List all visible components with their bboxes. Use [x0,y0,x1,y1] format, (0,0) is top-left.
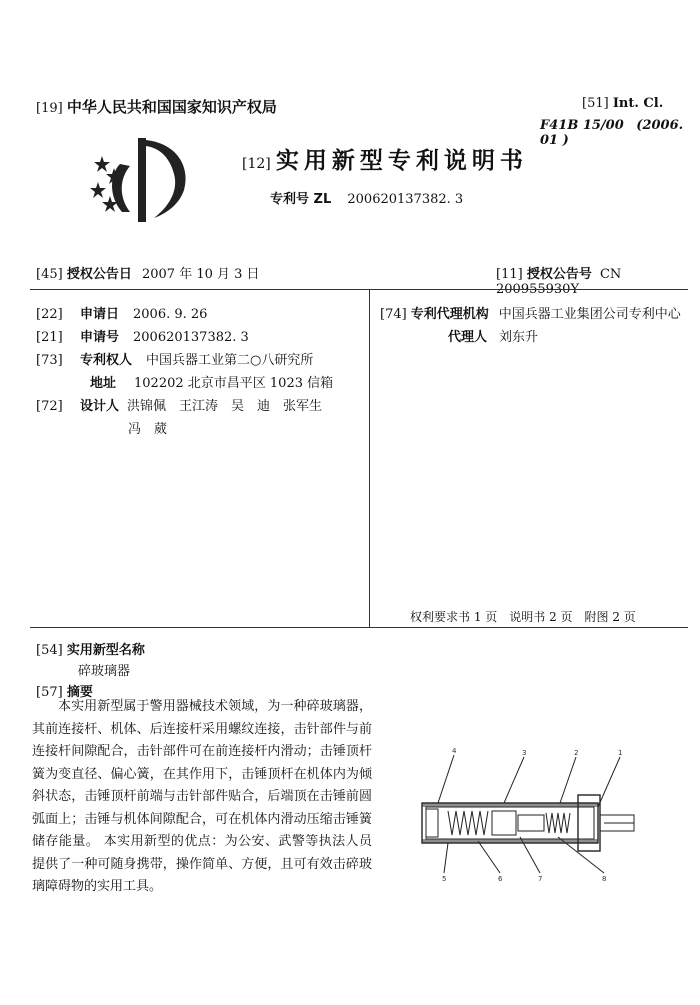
code-19: [19] [36,101,63,116]
agent-value: 刘东升 [499,330,539,345]
agency-row [380,303,681,322]
intcl-value: F41B 15/00 [540,118,624,133]
designers-line-1: 洪锦佩 王江涛 吴 迪 张军生 [127,399,323,414]
abstract-text: 本实用新型属于警用器械技术领域，为一种碎玻璃器，其前连接杆、机体、后连接杆采用螺纹连接，击针部件与前连接杆间隙配合，击针部件可在前连接杆内滑动；击锤顶杆簧为变直径、偏心簧，在其作用下，击锤顶杆在机体内为倾斜状态，击锤顶杆前端与击针部件贴合，后端顶在击锤前圆弧面上；击锤与机体间隙配合，可在机体内滑动压缩击锤簧储存能量。 本实用新型的优点：为公安、武警等执法人员提供了一种可随身携带，操作简单、方便，且可有效击碎玻璃障碍物的实用工具。 [32,699,372,894]
code-11: [11] [496,267,523,282]
office-line [36,96,277,117]
title-section-header [36,639,145,658]
grant-number-value: CN 200955930Y [496,267,622,297]
page-counts: 权利要求书 1 页 说明书 2 页 附图 2 页 [410,610,636,624]
title-line [242,142,528,175]
intcl-line [582,96,663,111]
patentee-label: 专利权人 [80,353,133,368]
grant-date-line [36,263,260,282]
document-title: 实用新型专利说明书 [275,148,528,174]
label-7: 7 [538,875,543,883]
code-72: [72] [36,399,63,414]
column-divider [369,289,370,627]
code-45: [45] [36,267,63,282]
divider-middle [30,627,688,628]
designers-label: 设计人 [80,399,120,414]
app-date-row [36,303,207,322]
grant-number-label: 授权公告号 [526,267,592,282]
code-74: [74] [380,307,407,322]
divider-top [30,289,688,290]
office-name: 中华人民共和国国家知识产权局 [66,98,277,116]
label-1: 1 [618,749,623,757]
patent-number-line [270,188,463,207]
grant-date-label: 授权公告日 [66,267,132,282]
intcl-label: Int. Cl. [612,96,664,111]
app-date-label: 申请日 [80,307,120,322]
label-8: 8 [602,875,607,883]
agency-value: 中国兵器工业集团公司专利中心 [498,307,681,322]
intcl-value-line [540,118,700,148]
emblem-logo [80,130,200,230]
designers-line-2: 冯 葳 [128,422,168,437]
app-number-label: 申请号 [80,330,120,345]
address-row [36,372,333,391]
label-6: 6 [498,875,503,883]
agency-label: 专利代理机构 [410,307,489,322]
patent-number: 200620137382. 3 [347,192,464,207]
code-73: [73] [36,353,63,368]
code-57: [57] [36,685,63,700]
code-22: [22] [36,307,63,322]
device-drawing [408,745,648,885]
label-2: 2 [574,749,579,757]
label-3: 3 [522,749,527,757]
label-4: 4 [452,747,457,755]
code-21: [21] [36,330,63,345]
utility-model-name: 碎玻璃器 [78,664,131,679]
code-51: [51] [582,96,609,111]
designers-row [36,395,322,414]
app-date-value: 2006. 9. 26 [133,307,208,322]
agent-label: 代理人 [448,330,488,345]
address-label: 地址 [90,376,117,391]
patent-number-label: 专利号 ZL [270,192,332,207]
grant-number-line [496,263,700,297]
label-5: 5 [442,875,447,883]
code-54: [54] [36,643,63,658]
intcl-date: (2006. 01 ) [540,118,684,148]
patentee-value: 中国兵器工业第二○八研究所 [146,353,314,368]
title-section-label: 实用新型名称 [66,643,145,658]
app-number-row [36,326,249,345]
abstract-label: 摘要 [66,685,93,700]
address-value: 102202 北京市昌平区 1023 信箱 [134,376,334,391]
agent-row [448,326,538,345]
patentee-row [36,349,313,368]
app-number-value: 200620137382. 3 [133,330,249,345]
code-12: [12] [242,156,271,172]
grant-date-value: 2007 年 10 月 3 日 [141,267,260,282]
